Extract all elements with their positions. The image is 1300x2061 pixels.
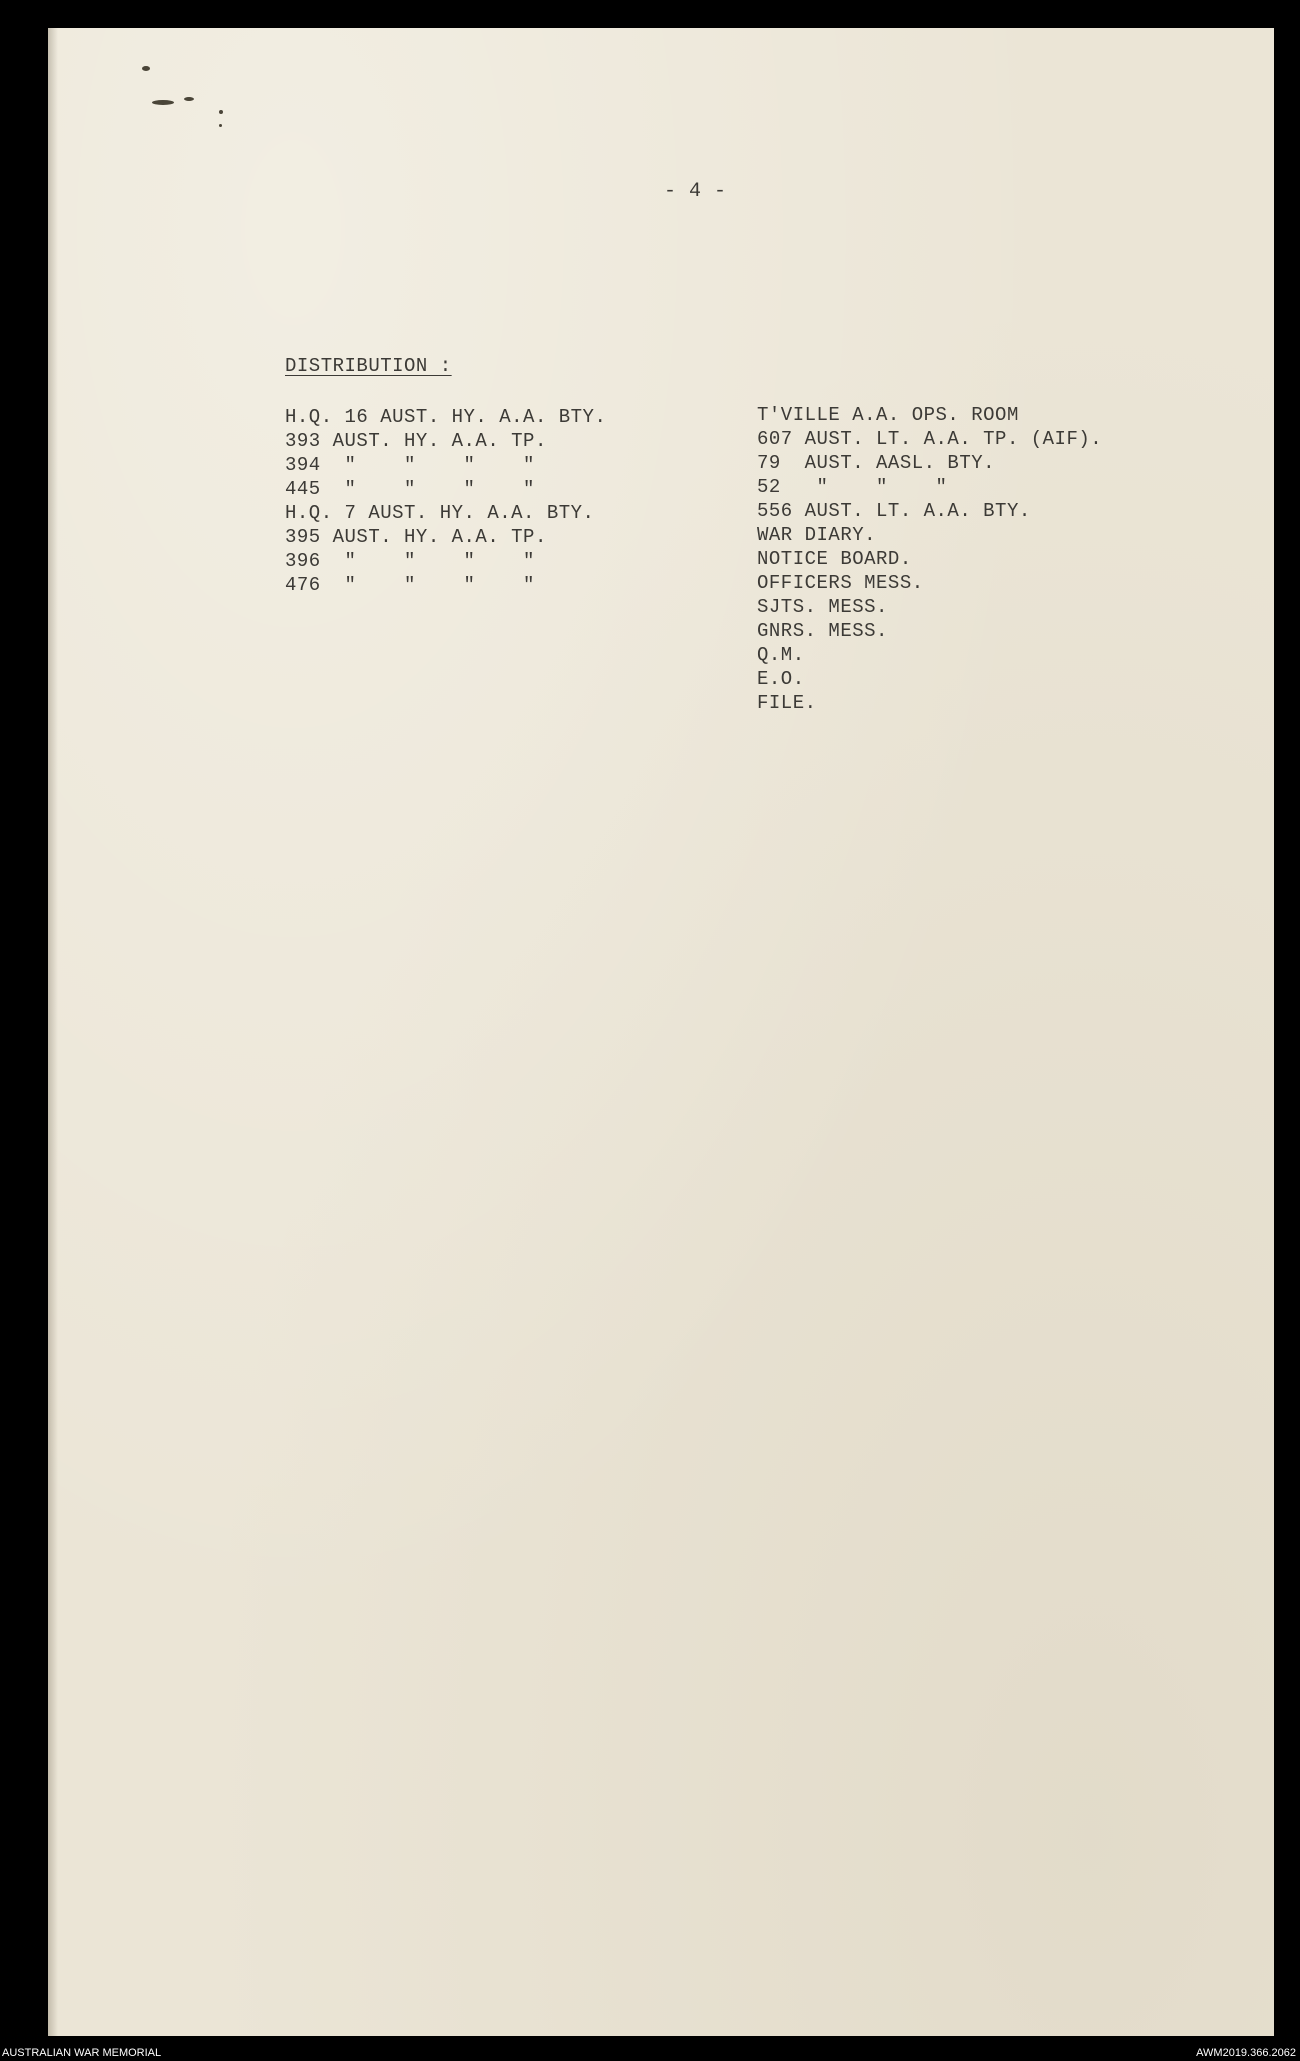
staple-mark — [142, 66, 150, 71]
list-item: 396 " " " " — [285, 550, 535, 572]
staple-mark — [219, 124, 222, 127]
list-item: 556 AUST. LT. A.A. BTY. — [757, 500, 1031, 522]
document-page — [48, 28, 1274, 2036]
list-item: T'VILLE A.A. OPS. ROOM — [757, 404, 1019, 426]
list-item: 445 " " " " — [285, 478, 535, 500]
list-item: 395 AUST. HY. A.A. TP. — [285, 526, 547, 548]
list-item: H.Q. 7 AUST. HY. A.A. BTY. — [285, 502, 595, 524]
staple-mark — [219, 110, 223, 114]
list-item: 52 " " " — [757, 476, 948, 498]
list-item: 476 " " " " — [285, 574, 535, 596]
staple-mark — [152, 100, 174, 105]
list-item: GNRS. MESS. — [757, 620, 888, 642]
list-item: 393 AUST. HY. A.A. TP. — [285, 430, 547, 452]
list-item: 79 AUST. AASL. BTY. — [757, 452, 996, 474]
list-item: NOTICE BOARD. — [757, 548, 912, 570]
archive-footer — [0, 2044, 1300, 2061]
page-edge-shadow — [48, 28, 58, 2036]
list-item: Q.M. — [757, 644, 805, 666]
list-item: 394 " " " " — [285, 454, 535, 476]
list-item: FILE. — [757, 692, 817, 714]
list-item: H.Q. 16 AUST. HY. A.A. BTY. — [285, 406, 607, 428]
distribution-list-left — [285, 405, 606, 597]
list-item: SJTS. MESS. — [757, 596, 888, 618]
list-item: WAR DIARY. — [757, 524, 877, 546]
page-number: - 4 - — [664, 180, 727, 203]
archive-name: AUSTRALIAN WAR MEMORIAL — [2, 2047, 162, 2059]
staple-mark — [184, 97, 194, 101]
list-item: OFFICERS MESS. — [757, 572, 924, 594]
list-item: 607 AUST. LT. A.A. TP. (AIF). — [757, 428, 1103, 450]
archive-reference: AWM2019.366.2062 — [1196, 2047, 1296, 2059]
list-item: E.O. — [757, 668, 805, 690]
distribution-list-right — [757, 403, 1102, 715]
distribution-heading: DISTRIBUTION : — [285, 355, 452, 377]
